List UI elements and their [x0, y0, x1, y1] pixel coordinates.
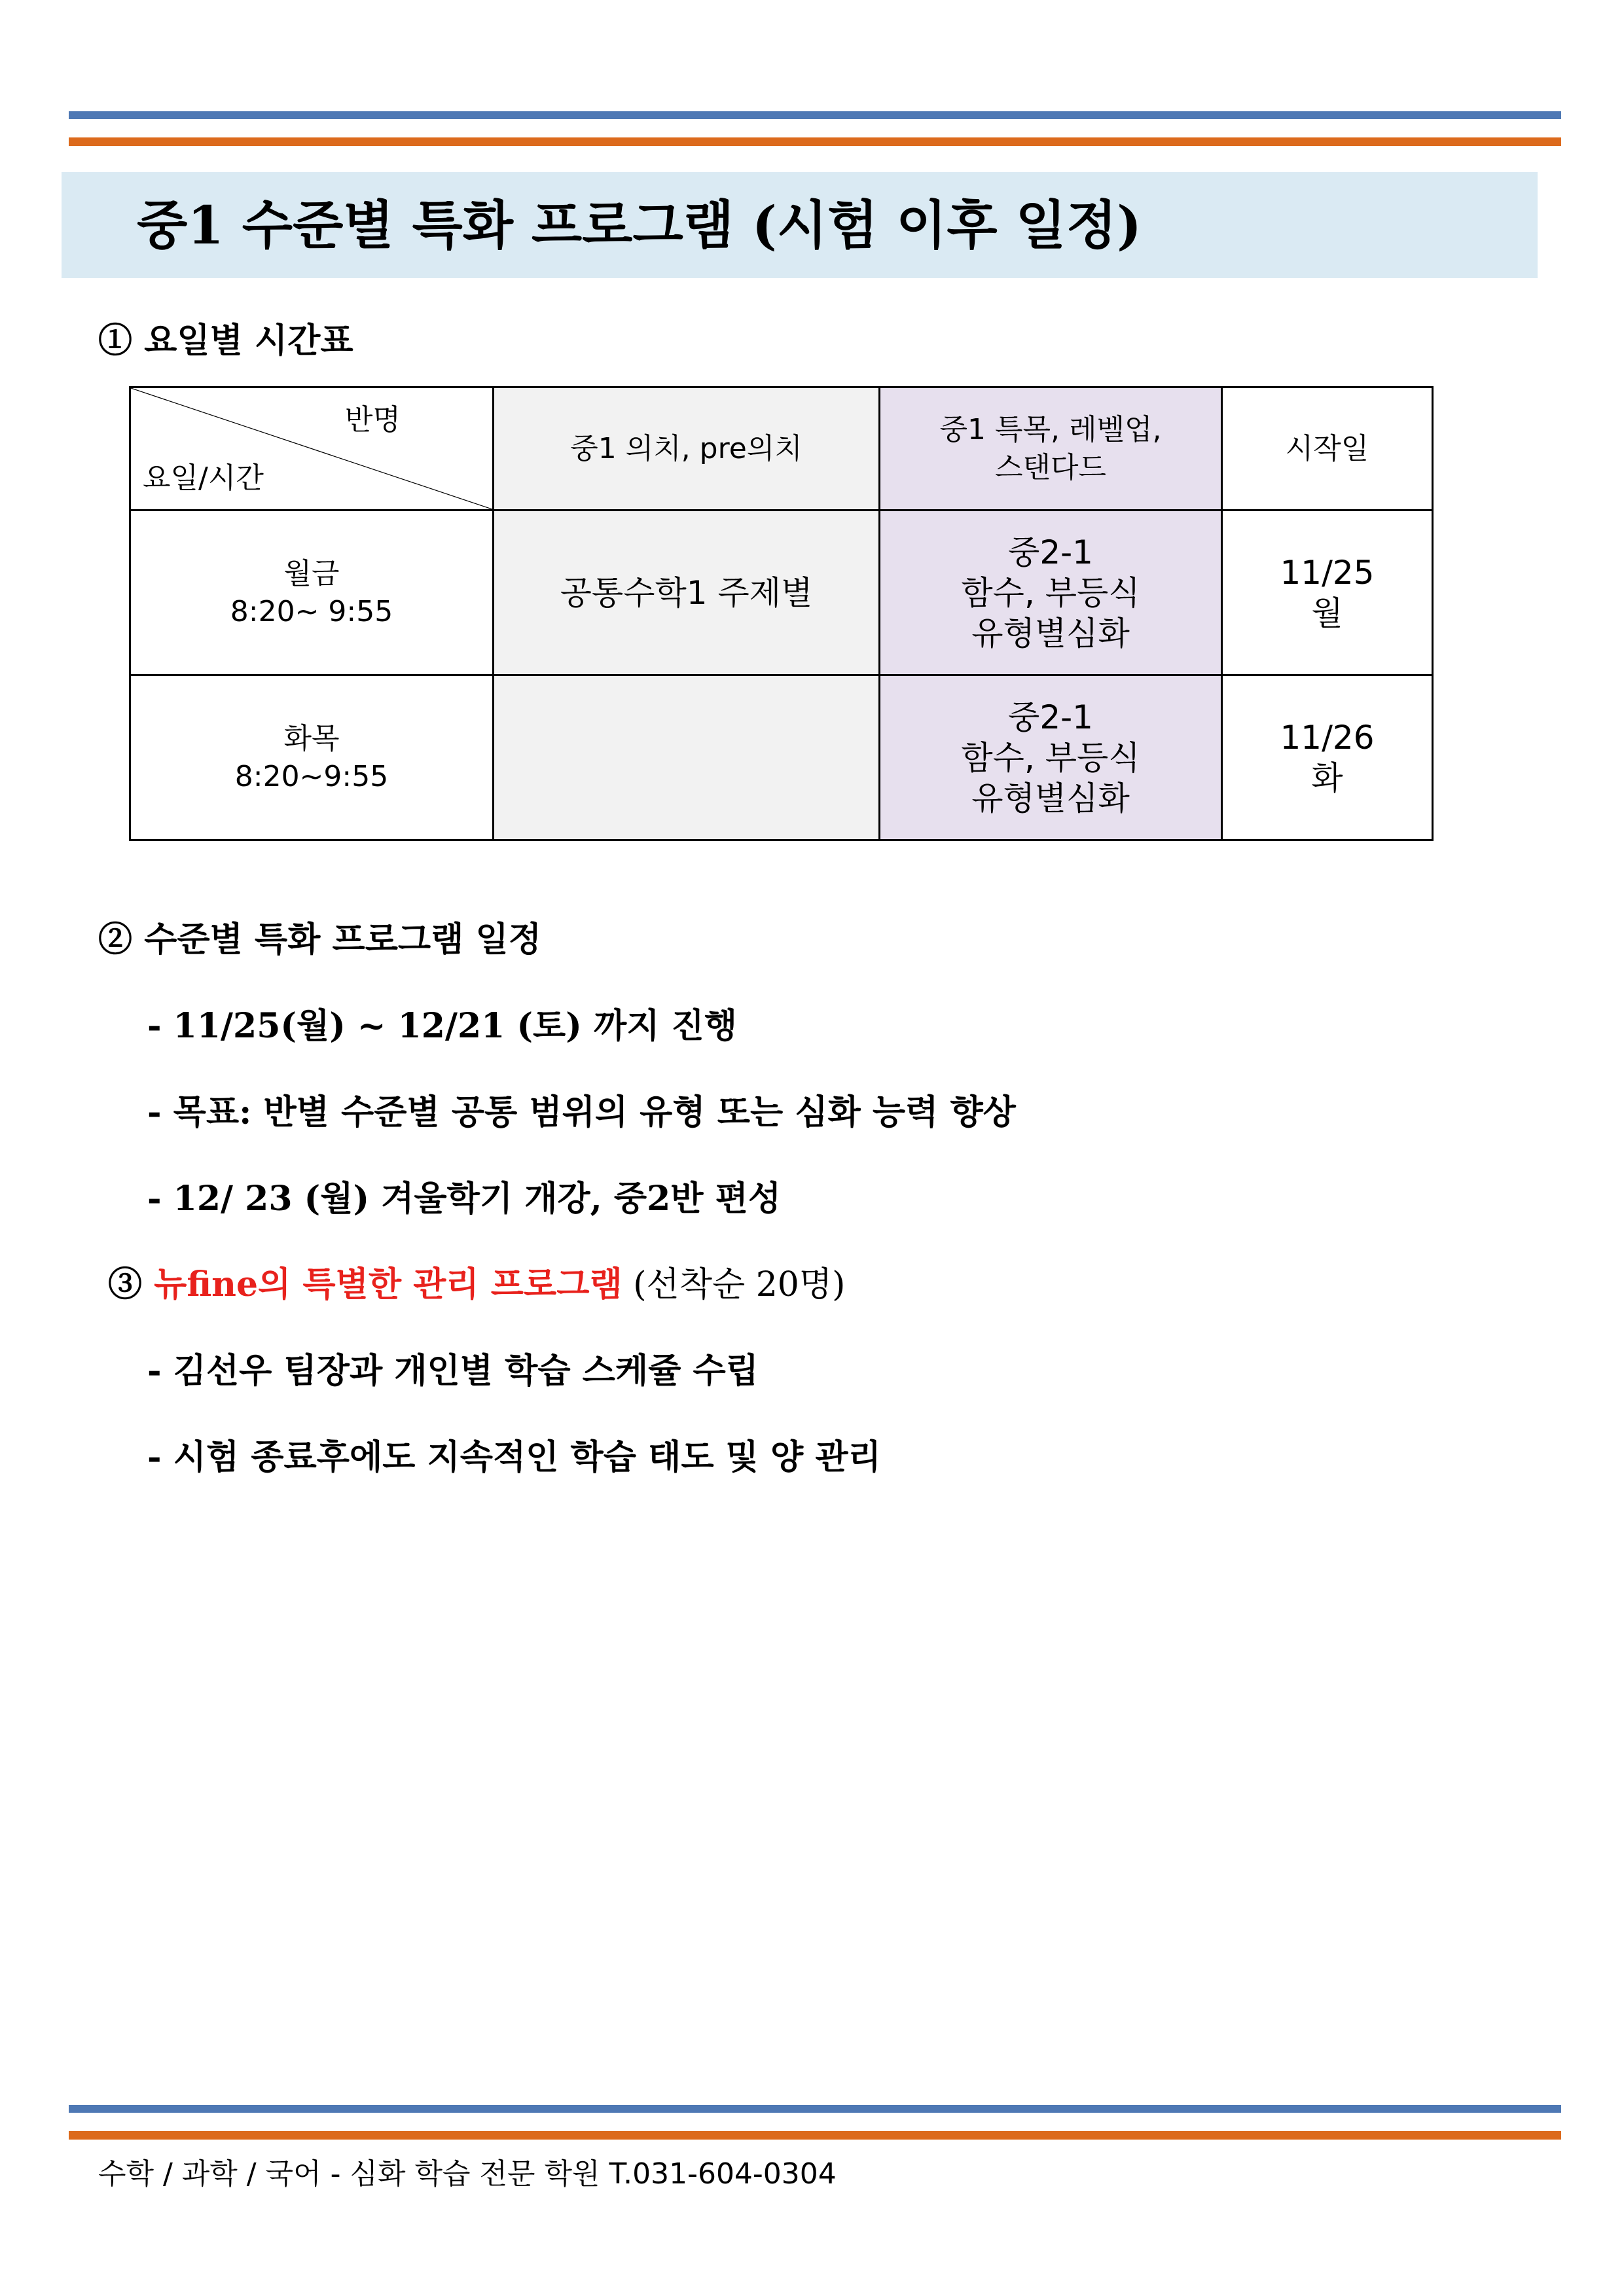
management-bullet: - 시험 종료후에도 지속적인 학습 태도 및 양 관리: [147, 1437, 881, 1477]
schedule-bullet: - 12/ 23 (월) 겨울학기 개강, 중2반 편성: [147, 1179, 782, 1219]
class-cell: [494, 675, 880, 840]
section2-heading: ② 수준별 특화 프로그램 일정: [98, 920, 541, 960]
start-date-cell: 11/25 월: [1222, 511, 1433, 675]
timetable: [129, 386, 1434, 841]
section1-heading: ① 요일별 시간표: [98, 321, 353, 361]
corner-label-day-time: 요일/시간: [143, 461, 264, 495]
time-cell: 화목 8:20~9:55: [130, 675, 494, 840]
start-date-cell: 11/26 화: [1222, 675, 1433, 840]
time-cell: 월금 8:20~ 9:55: [130, 511, 494, 675]
schedule-bullet: - 목표: 반별 수준별 공통 범위의 유형 또는 심화 능력 향상: [147, 1092, 1016, 1132]
header-cell: 중1 특목, 레벨업, 스탠다드: [880, 387, 1222, 511]
table-row: [130, 511, 1433, 675]
footer-contact: 수학 / 과학 / 국어 - 심화 학습 전문 학원 T.031-604-0304: [98, 2157, 837, 2191]
table-header-row: [130, 387, 1433, 511]
corner-label-class: 반명: [344, 403, 401, 437]
class-cell: 중2-1 함수, 부등식 유형별심화: [880, 675, 1222, 840]
section3-highlight: 뉴fine의 특별한 관리 프로그램: [154, 1265, 623, 1304]
section3-suffix: (선착순 20명): [622, 1265, 846, 1304]
section3-number: ③: [108, 1265, 154, 1304]
header-cell: 중1 의치, pre의치: [494, 387, 880, 511]
top-blue-rule: [69, 111, 1561, 119]
management-bullet: - 김선우 팀장과 개인별 학습 스케쥴 수립: [147, 1351, 759, 1391]
page-title: 중1 수준별 특화 프로그램 (시험 이후 일정): [137, 194, 1142, 256]
class-cell: 공통수학1 주제별: [494, 511, 880, 675]
table-row: [130, 675, 1433, 840]
title-banner: [62, 172, 1538, 278]
section3-heading: [108, 1257, 845, 1306]
header-cell: 시작일: [1222, 387, 1433, 511]
top-orange-rule: [69, 137, 1561, 146]
bottom-blue-rule: [69, 2105, 1561, 2113]
schedule-bullet: - 11/25(월) ~ 12/21 (토) 까지 진행: [147, 1006, 738, 1046]
class-cell: 중2-1 함수, 부등식 유형별심화: [880, 511, 1222, 675]
bottom-orange-rule: [69, 2131, 1561, 2140]
table-corner-cell: [130, 387, 494, 511]
